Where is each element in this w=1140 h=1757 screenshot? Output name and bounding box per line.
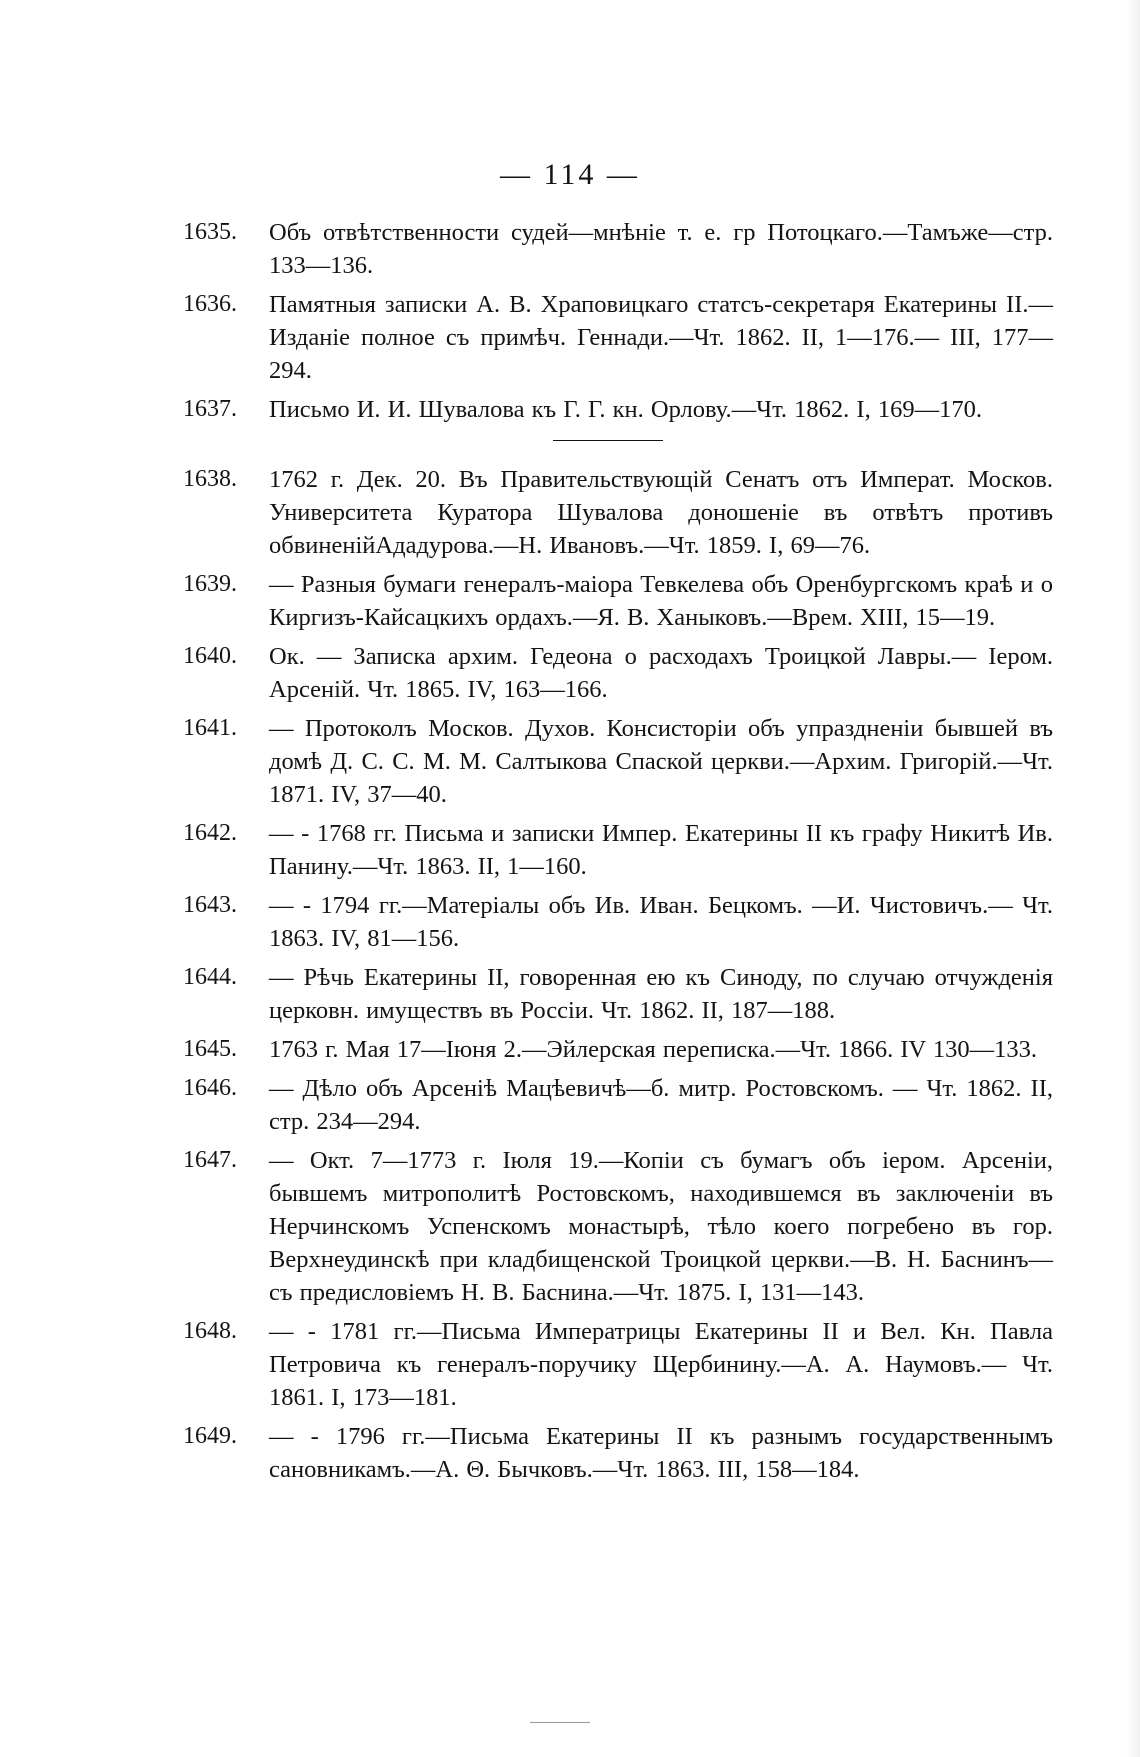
entry-number: 1642. — [183, 820, 237, 846]
list-item — [183, 568, 1053, 634]
entry-text: — - 1794 гг.—Матеріалы объ Ив. Иван. Бецкомъ. —И. Чистовичъ.— Чт. 1863. IV, 81—156. — [269, 892, 1053, 952]
entry-text: Письмо И. И. Шувалова къ Г. Г. кн. Орлову.—Чт. 1862. I, 169—170. — [269, 396, 982, 423]
entry-text: — Разныя бумаги генералъ-маіора Тевкелева объ Оренбургскомъ краѣ и о Киргизъ-Кайсацкихъ ордахъ.—Я. В. Ханыковъ.—Врем. XIII, 15—19. — [269, 571, 1053, 631]
list-item — [183, 889, 1053, 955]
list-item — [183, 817, 1053, 883]
entry-text: 1763 г. Мая 17—Іюня 2.—Эйлерская переписка.—Чт. 1866. IV 130—133. — [269, 1036, 1038, 1063]
entry-number: 1645. — [183, 1036, 237, 1062]
list-item — [183, 393, 1053, 426]
entry-number: 1636. — [183, 291, 237, 317]
page-edge-shadow — [1126, 0, 1140, 1757]
entry-text: — - 1768 гг. Письма и записки Импер. Екатерины II къ графу Никитѣ Ив. Панину.—Чт. 1863. II, 1—160. — [269, 820, 1053, 880]
list-item — [183, 1033, 1053, 1066]
list-item — [183, 712, 1053, 811]
entry-number: 1639. — [183, 571, 237, 597]
bibliography-list — [183, 216, 1053, 1492]
entry-text: Памятныя записки А. В. Храповицкаго статсъ-секретаря Екатерины II.—Изданіе полное съ примѣч. Геннади.—Чт. 1862. II, 1—176.— III, 177—294. — [269, 291, 1053, 384]
list-item — [183, 463, 1053, 562]
list-item — [183, 1315, 1053, 1414]
entry-text: — Рѣчь Екатерины II, говоренная ею къ Синоду, по случаю отчужденія церковн. имуществъ въ Россіи. Чт. 1862. II, 187—188. — [269, 964, 1053, 1024]
list-item — [183, 1420, 1053, 1486]
entry-number: 1643. — [183, 892, 237, 918]
entry-text: Объ отвѣтственности судей—мнѣніе т. е. гр Потоцкаго.—Тамъже—стр. 133—136. — [269, 219, 1053, 279]
list-item — [183, 216, 1053, 282]
entry-text: Ок. — Записка архим. Гедеона о расходахъ Троицкой Лавры.— Іером. Арсеній. Чт. 1865. IV, 163—166. — [269, 643, 1053, 703]
entry-text: — Протоколъ Москов. Духов. Консисторіи объ упраздненіи бывшей въ домѣ Д. С. С. М. М. Салтыкова Спаской церкви.—Архим. Григорій.—Чт. 1871. IV, 37—40. — [269, 715, 1053, 808]
list-item — [183, 1144, 1053, 1309]
entry-number: 1644. — [183, 964, 237, 990]
entry-number: 1641. — [183, 715, 237, 741]
entry-number: 1635. — [183, 219, 237, 245]
list-item — [183, 640, 1053, 706]
entry-text: — - 1781 гг.—Письма Императрицы Екатерины II и Вел. Кн. Павла Петровича къ генералъ-поручику Щербинину.—А. А. Наумовъ.— Чт. 1861. I, 173—181. — [269, 1318, 1053, 1411]
entry-number: 1647. — [183, 1147, 237, 1173]
entry-text: — Дѣло объ Арсеніѣ Мацѣевичѣ—б. митр. Ростовскомъ. — Чт. 1862. II, стр. 234—294. — [269, 1075, 1053, 1135]
entry-number: 1646. — [183, 1075, 237, 1101]
entry-text: — Окт. 7—1773 г. Іюля 19.—Копіи съ бумагъ объ іером. Арсеніи, бывшемъ митрополитѣ Ростовскомъ, находившемся въ заключеніи въ Нерчинскомъ Успенскомъ монастырѣ, тѣло коего погребено въ гор. Верхнеудинскѣ при кладбищенской Троицкой церкви.—В. Н. Баснинъ—съ предисловіемъ Н. В. Баснина.—Чт. 1875. I, 131—143. — [269, 1147, 1053, 1306]
entry-number: 1640. — [183, 643, 237, 669]
entry-number: 1638. — [183, 466, 237, 492]
entry-text: 1762 г. Дек. 20. Въ Правительствующій Сенатъ отъ Императ. Москов. Университета Куратора Шувалова доношеніе въ отвѣтъ противъ обвиненійАдадурова.—Н. Ивановъ.—Чт. 1859. I, 69—76. — [269, 466, 1053, 559]
list-item — [183, 1072, 1053, 1138]
list-item — [183, 961, 1053, 1027]
entry-number: 1649. — [183, 1423, 237, 1449]
entry-text: — - 1796 гг.—Письма Екатерины II къ разнымъ государственнымъ сановникамъ.—А. Θ. Бычковъ.—Чт. 1863. III, 158—184. — [269, 1423, 1053, 1483]
entry-number: 1648. — [183, 1318, 237, 1344]
page-number: — 114 — — [500, 158, 640, 191]
list-item — [183, 288, 1053, 387]
section-separator — [553, 440, 663, 441]
print-mark — [530, 1722, 590, 1723]
entry-number: 1637. — [183, 396, 237, 422]
